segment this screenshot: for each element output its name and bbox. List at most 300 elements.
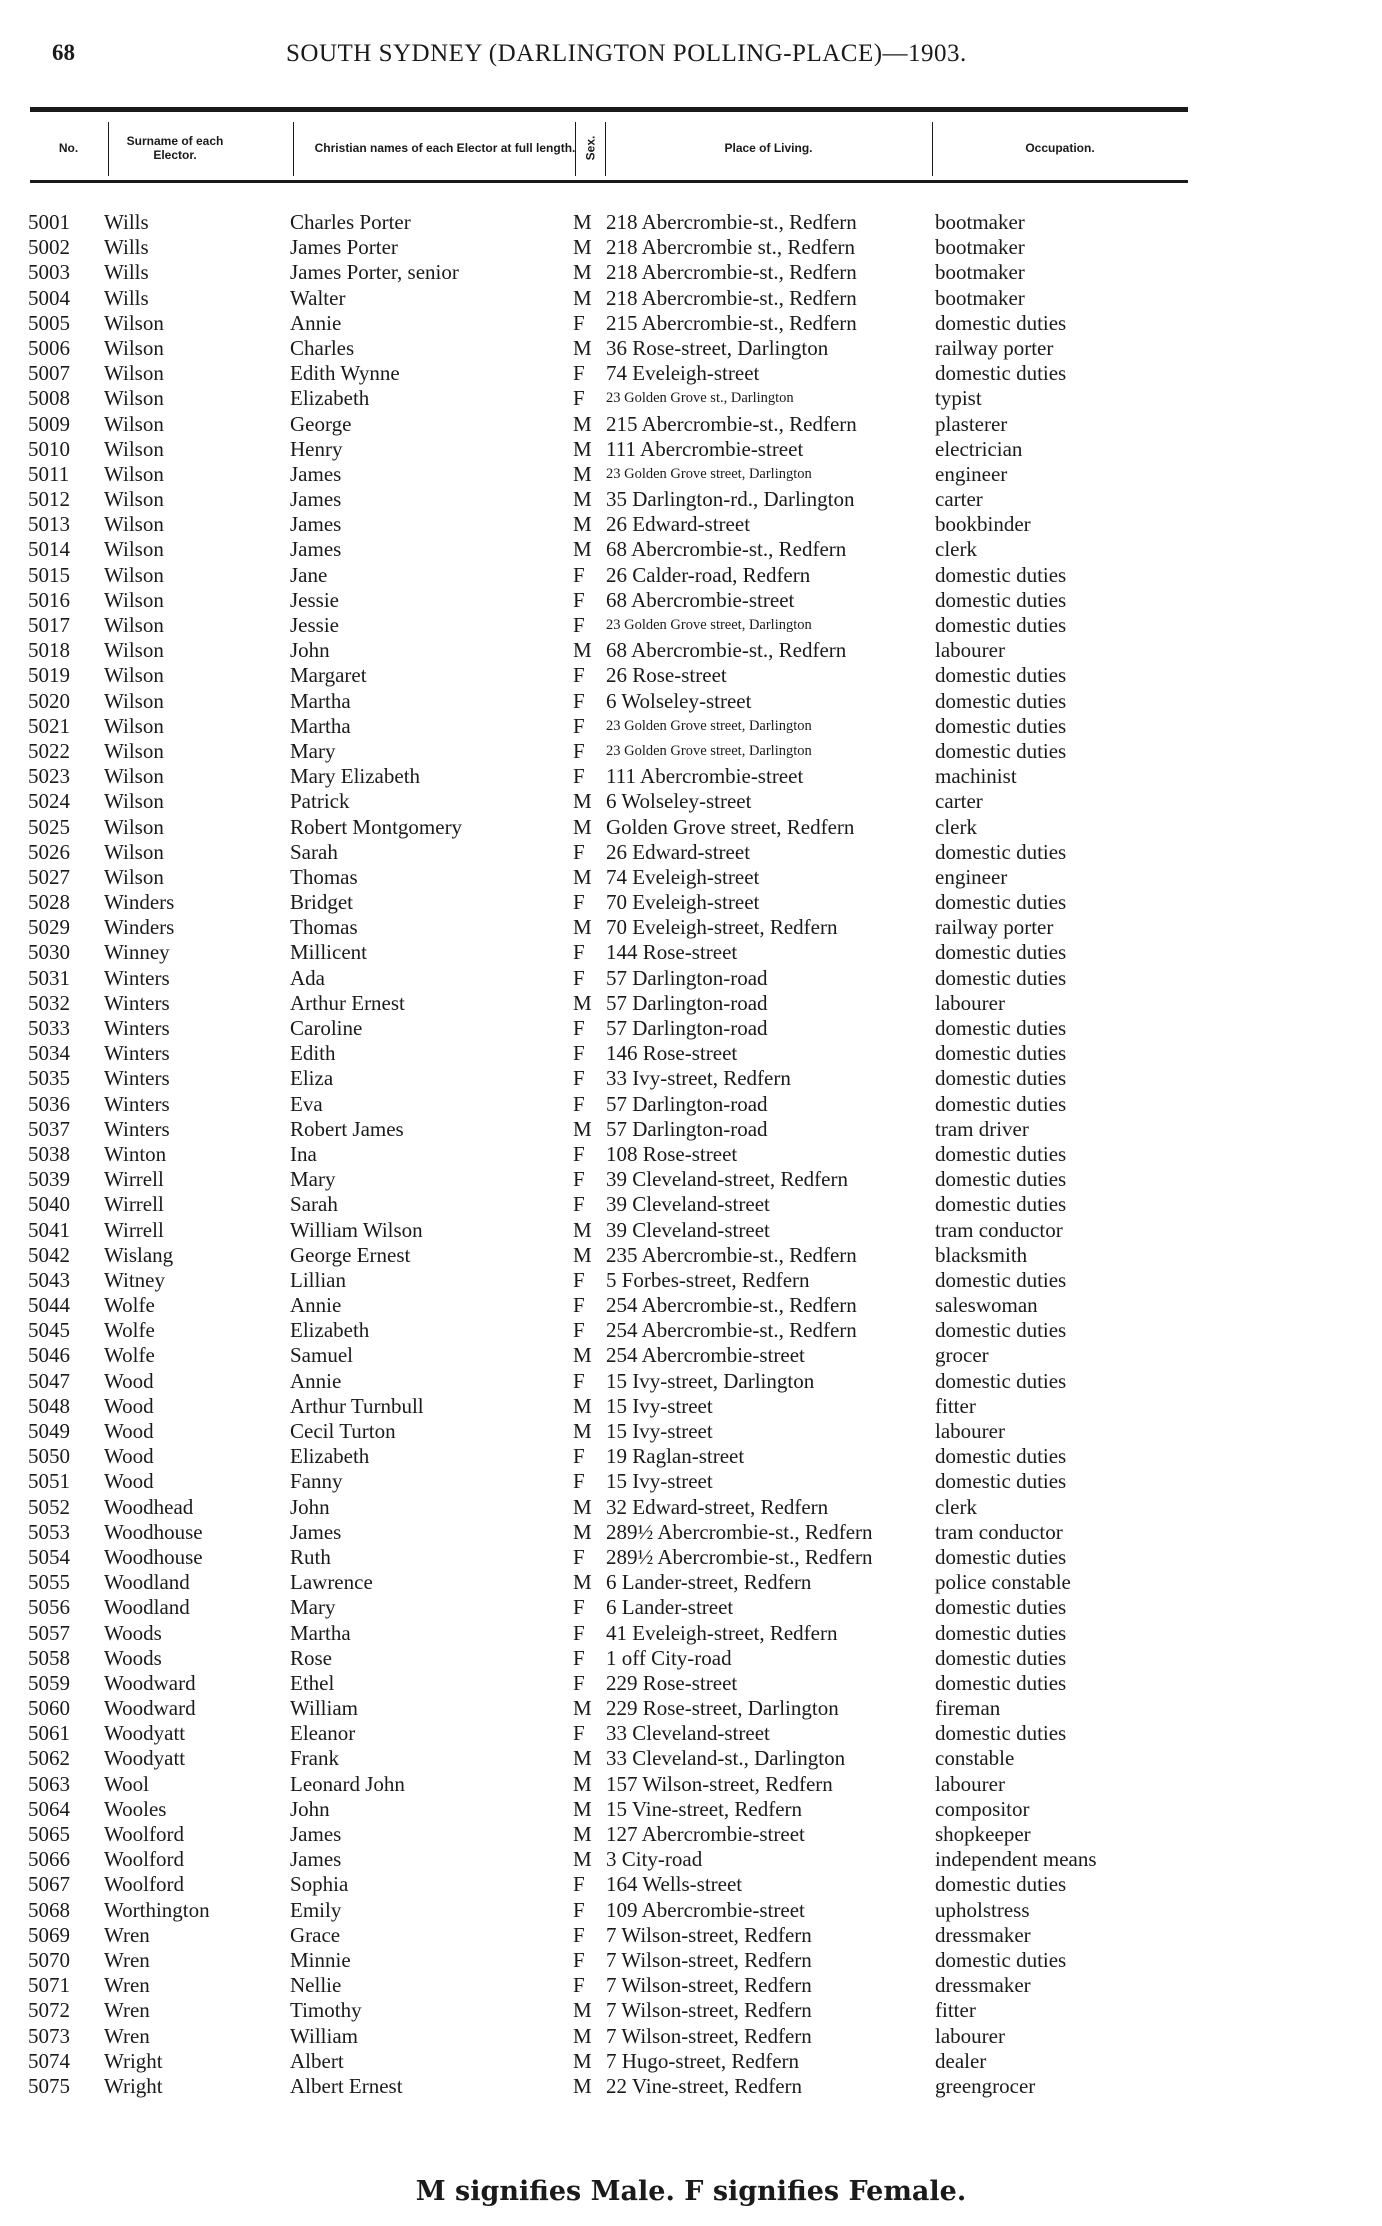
elector-place-of-living: 254 Abercrombie-street [606, 1343, 805, 1368]
elector-sex: M [573, 1393, 592, 1418]
elector-place-of-living: 23 Golden Grove street, Darlington [606, 465, 812, 482]
elector-sex: F [573, 1368, 585, 1393]
elector-row [0, 386, 1382, 411]
elector-sex: F [573, 713, 585, 738]
elector-christian-names: John [290, 1796, 330, 1821]
elector-row [0, 940, 1382, 965]
elector-row [0, 714, 1382, 739]
elector-number: 5038 [28, 1141, 70, 1166]
elector-place-of-living: 218 Abercrombie st., Redfern [606, 235, 856, 260]
elector-place-of-living: 39 Cleveland-street, Redfern [606, 1167, 848, 1192]
elector-place-of-living: 289½ Abercrombie-st., Redfern [606, 1544, 873, 1569]
elector-surname: Wilson [104, 638, 164, 663]
elector-christian-names: Nellie [290, 1973, 342, 1998]
elector-row [0, 537, 1382, 562]
elector-number: 5030 [28, 940, 70, 965]
elector-number: 5001 [28, 210, 70, 234]
elector-surname: Woolford [104, 1872, 184, 1897]
elector-surname: Wislang [104, 1242, 174, 1267]
elector-place-of-living: 70 Eveleigh-street, Redfern [606, 915, 838, 940]
elector-surname: Wirrell [104, 1217, 164, 1242]
elector-list [0, 210, 1382, 2099]
elector-place-of-living: 1 off City-road [606, 1645, 732, 1670]
elector-number: 5021 [28, 713, 70, 738]
elector-number: 5027 [28, 864, 70, 889]
elector-place-of-living: 74 Eveleigh-street [606, 864, 760, 889]
elector-number: 5013 [28, 512, 70, 537]
elector-occupation: independent means [935, 1847, 1097, 1872]
elector-christian-names: William [290, 2023, 358, 2048]
elector-number: 5039 [28, 1167, 70, 1192]
elector-sex: M [573, 335, 592, 360]
elector-occupation: shopkeeper [935, 1822, 1031, 1846]
elector-surname: Wilson [104, 587, 164, 612]
elector-place-of-living: 218 Abercrombie-st., Redfern [606, 260, 857, 285]
elector-occupation: domestic duties [935, 1267, 1067, 1292]
elector-christian-names: Sophia [290, 1872, 349, 1897]
elector-christian-names: William [290, 1696, 358, 1721]
elector-row [0, 1872, 1382, 1897]
elector-number: 5002 [28, 235, 70, 260]
elector-number: 5034 [28, 1041, 70, 1066]
elector-row [0, 1066, 1382, 1091]
elector-sex: F [573, 613, 585, 637]
elector-sex: F [573, 1293, 585, 1318]
elector-occupation: clerk [935, 1494, 977, 1519]
elector-sex: M [573, 864, 592, 889]
elector-sex: F [573, 562, 585, 587]
elector-sex: F [573, 1444, 585, 1469]
elector-occupation: carter [935, 789, 983, 814]
elector-christian-names: Walter [290, 285, 346, 310]
elector-place-of-living: 109 Abercrombie-street [606, 1897, 805, 1922]
elector-place-of-living: 57 Darlington-road [606, 1116, 768, 1141]
elector-surname: Winney [104, 940, 170, 965]
elector-occupation: domestic duties [935, 1947, 1067, 1972]
elector-place-of-living: 111 Abercrombie-street [606, 764, 804, 789]
elector-surname: Winters [104, 1091, 170, 1116]
elector-place-of-living: 39 Cleveland-street [606, 1192, 770, 1217]
elector-number: 5074 [28, 2048, 70, 2073]
elector-place-of-living: 32 Edward-street, Redfern [606, 1494, 829, 1519]
elector-row [0, 1142, 1382, 1167]
elector-place-of-living: 146 Rose-street [606, 1041, 738, 1066]
elector-number: 5062 [28, 1746, 70, 1771]
elector-row [0, 2074, 1382, 2099]
elector-surname: Wilson [104, 335, 164, 360]
elector-christian-names: Ruth [290, 1544, 331, 1569]
elector-place-of-living: 57 Darlington-road [606, 1016, 768, 1040]
sex-legend: M signifies Male. F signifies Female. [415, 2176, 967, 2207]
elector-christian-names: Frank [290, 1746, 339, 1771]
elector-surname: Wolfe [104, 1343, 155, 1368]
elector-place-of-living: 23 Golden Grove street, Darlington [606, 617, 812, 633]
elector-row [0, 1218, 1382, 1243]
elector-occupation: domestic duties [935, 1368, 1067, 1393]
elector-sex: F [573, 1670, 585, 1695]
elector-occupation: railway porter [935, 335, 1054, 360]
elector-sex: F [573, 1973, 585, 1998]
elector-place-of-living: 6 Lander-street, Redfern [606, 1570, 812, 1595]
elector-row [0, 613, 1382, 638]
elector-christian-names: Martha [290, 688, 351, 713]
elector-sex: M [573, 1419, 592, 1443]
elector-christian-names: Thomas [290, 864, 358, 889]
elector-occupation: domestic duties [935, 1141, 1067, 1166]
elector-occupation: fireman [935, 1696, 1001, 1721]
elector-christian-names: Henry [290, 436, 343, 461]
elector-row [0, 1797, 1382, 1822]
elector-row [0, 260, 1382, 285]
elector-place-of-living: 127 Abercrombie-street [606, 1822, 805, 1846]
elector-sex: F [573, 1872, 585, 1897]
elector-occupation: domestic duties [935, 310, 1067, 335]
elector-christian-names: Patrick [290, 789, 350, 814]
elector-row [0, 1041, 1382, 1066]
elector-occupation: bootmaker [935, 260, 1025, 285]
elector-place-of-living: 33 Cleveland-street [606, 1721, 770, 1746]
elector-number: 5014 [28, 537, 70, 562]
elector-christian-names: Leonard John [290, 1771, 405, 1796]
elector-christian-names: Ina [290, 1141, 317, 1166]
elector-sex: M [573, 1519, 592, 1544]
elector-sex: M [573, 210, 592, 234]
column-header-row [30, 107, 1188, 183]
elector-row [0, 311, 1382, 336]
elector-christian-names: Ethel [290, 1670, 335, 1695]
elector-number: 5015 [28, 562, 70, 587]
elector-occupation: domestic duties [935, 1192, 1067, 1217]
elector-place-of-living: 23 Golden Grove street, Darlington [606, 717, 812, 734]
elector-christian-names: Sarah [290, 1192, 338, 1217]
elector-row [0, 1772, 1382, 1797]
elector-row [0, 2024, 1382, 2049]
elector-surname: Wood [104, 1469, 154, 1494]
elector-place-of-living: 229 Rose-street, Darlington [606, 1696, 839, 1721]
elector-surname: Wolfe [104, 1318, 155, 1343]
elector-christian-names: Samuel [290, 1343, 353, 1368]
elector-occupation: domestic duties [935, 562, 1067, 587]
elector-surname: Winters [104, 1016, 170, 1040]
elector-christian-names: James [290, 1847, 342, 1872]
elector-row [0, 764, 1382, 789]
elector-place-of-living: 33 Cleveland-st., Darlington [606, 1746, 846, 1771]
elector-sex: M [573, 915, 592, 940]
elector-number: 5048 [28, 1393, 70, 1418]
elector-place-of-living: 215 Abercrombie-st., Redfern [606, 411, 857, 436]
elector-number: 5003 [28, 260, 70, 285]
elector-occupation: engineer [935, 864, 1008, 889]
elector-row [0, 1898, 1382, 1923]
elector-surname: Wills [104, 260, 149, 285]
elector-surname: Winters [104, 1041, 170, 1066]
elector-surname: Woodyatt [104, 1721, 186, 1746]
elector-row [0, 1016, 1382, 1041]
elector-surname: Wilson [104, 537, 164, 562]
elector-occupation: electrician [935, 436, 1023, 461]
elector-row [0, 815, 1382, 840]
elector-christian-names: Albert [290, 2048, 344, 2073]
elector-occupation: clerk [935, 814, 977, 839]
elector-number: 5005 [28, 310, 70, 335]
elector-sex: M [573, 814, 592, 839]
elector-sex: M [573, 411, 592, 436]
elector-christian-names: Rose [290, 1645, 332, 1670]
elector-occupation: tram conductor [935, 1217, 1063, 1242]
elector-place-of-living: 15 Ivy-street, Darlington [606, 1368, 815, 1393]
elector-occupation: bootmaker [935, 285, 1025, 310]
elector-sex: F [573, 1141, 585, 1166]
elector-row [0, 2049, 1382, 2074]
elector-surname: Wirrell [104, 1192, 164, 1217]
elector-row [0, 915, 1382, 940]
elector-row [0, 1621, 1382, 1646]
elector-number: 5022 [28, 738, 70, 763]
elector-surname: Wilson [104, 361, 164, 386]
elector-sex: F [573, 310, 585, 335]
elector-sex: M [573, 1494, 592, 1519]
elector-place-of-living: 6 Lander-street [606, 1595, 734, 1620]
elector-surname: Woolford [104, 1822, 184, 1846]
elector-row [0, 840, 1382, 865]
elector-place-of-living: 218 Abercrombie-st., Redfern [606, 210, 857, 234]
elector-row [0, 1117, 1382, 1142]
elector-surname: Wilson [104, 764, 164, 789]
elector-place-of-living: 235 Abercrombie-st., Redfern [606, 1242, 857, 1267]
elector-christian-names: James [290, 1519, 342, 1544]
elector-occupation: domestic duties [935, 1318, 1067, 1343]
elector-sex: M [573, 789, 592, 814]
elector-surname: Wills [104, 210, 149, 234]
elector-row [0, 1721, 1382, 1746]
elector-row [0, 1570, 1382, 1595]
elector-place-of-living: 164 Wells-street [606, 1872, 743, 1897]
elector-occupation: domestic duties [935, 663, 1067, 688]
elector-occupation: domestic duties [935, 839, 1067, 864]
elector-number: 5073 [28, 2023, 70, 2048]
elector-sex: F [573, 1267, 585, 1292]
elector-sex: F [573, 1469, 585, 1494]
elector-christian-names: James Porter, senior [290, 260, 459, 285]
elector-sex: F [573, 663, 585, 688]
elector-row [0, 1167, 1382, 1192]
elector-occupation: domestic duties [935, 965, 1067, 990]
elector-place-of-living: 33 Ivy-street, Redfern [606, 1066, 791, 1091]
elector-place-of-living: 289½ Abercrombie-st., Redfern [606, 1519, 873, 1544]
elector-row [0, 1998, 1382, 2023]
elector-christian-names: Edith [290, 1041, 336, 1066]
elector-row [0, 361, 1382, 386]
elector-occupation: domestic duties [935, 1167, 1067, 1192]
elector-surname: Wren [104, 1973, 150, 1998]
elector-number: 5037 [28, 1116, 70, 1141]
elector-number: 5016 [28, 587, 70, 612]
elector-place-of-living: 6 Wolseley-street [606, 789, 752, 814]
elector-occupation: labourer [935, 638, 1005, 663]
elector-surname: Woolford [104, 1847, 184, 1872]
elector-christian-names: Robert James [290, 1116, 404, 1141]
elector-christian-names: Timothy [290, 1998, 362, 2023]
elector-surname: Woods [104, 1620, 162, 1645]
elector-row [0, 966, 1382, 991]
elector-number: 5026 [28, 839, 70, 864]
header-christian-names: Christian names of each Elector at full length. [314, 141, 576, 155]
elector-christian-names: Albert Ernest [290, 2073, 403, 2098]
elector-sex: M [573, 1242, 592, 1267]
elector-sex: M [573, 487, 592, 512]
elector-place-of-living: 26 Calder-road, Redfern [606, 562, 811, 587]
elector-row [0, 1923, 1382, 1948]
elector-sex: M [573, 2073, 592, 2098]
elector-sex: F [573, 1544, 585, 1569]
elector-occupation: domestic duties [935, 1544, 1067, 1569]
page-number: 68 [52, 40, 75, 65]
elector-christian-names: Mary [290, 738, 336, 763]
elector-sex: M [573, 1746, 592, 1771]
elector-place-of-living: 254 Abercrombie-st., Redfern [606, 1318, 857, 1343]
elector-place-of-living: 26 Edward-street [606, 512, 751, 537]
elector-christian-names: Lawrence [290, 1570, 373, 1595]
elector-christian-names: Jane [290, 562, 328, 587]
elector-christian-names: Annie [290, 310, 342, 335]
elector-sex: F [573, 1947, 585, 1972]
elector-place-of-living: 70 Eveleigh-street [606, 890, 760, 915]
elector-surname: Wilson [104, 613, 164, 637]
elector-place-of-living: Golden Grove street, Redfern [606, 814, 855, 839]
elector-surname: Wilson [104, 411, 164, 436]
column-divider [108, 122, 109, 176]
elector-number: 5059 [28, 1670, 70, 1695]
elector-place-of-living: 36 Rose-street, Darlington [606, 335, 829, 360]
elector-row [0, 1671, 1382, 1696]
elector-christian-names: James [290, 537, 342, 562]
header-no: No. [58, 141, 79, 155]
elector-sex: F [573, 1318, 585, 1343]
elector-row [0, 462, 1382, 487]
elector-place-of-living: 3 City-road [606, 1847, 703, 1872]
elector-place-of-living: 57 Darlington-road [606, 990, 768, 1015]
elector-occupation: dealer [935, 2048, 987, 2073]
elector-row [0, 689, 1382, 714]
elector-place-of-living: 23 Golden Grove street, Darlington [606, 742, 812, 759]
elector-occupation: blacksmith [935, 1242, 1028, 1267]
elector-sex: F [573, 1645, 585, 1670]
elector-number: 5051 [28, 1469, 70, 1494]
elector-occupation: tram conductor [935, 1519, 1063, 1544]
elector-occupation: grocer [935, 1343, 989, 1368]
elector-christian-names: James [290, 461, 342, 486]
elector-sex: F [573, 1595, 585, 1620]
elector-christian-names: Elizabeth [290, 1444, 370, 1469]
elector-row [0, 1343, 1382, 1368]
elector-occupation: railway porter [935, 915, 1054, 940]
elector-place-of-living: 74 Eveleigh-street [606, 361, 760, 386]
elector-row [0, 512, 1382, 537]
elector-occupation: domestic duties [935, 738, 1067, 763]
elector-occupation: domestic duties [935, 1016, 1067, 1040]
elector-surname: Woodhouse [104, 1544, 203, 1569]
elector-place-of-living: 215 Abercrombie-st., Redfern [606, 310, 857, 335]
elector-surname: Woodhouse [104, 1519, 203, 1544]
elector-place-of-living: 15 Vine-street, Redfern [606, 1796, 803, 1821]
elector-christian-names: Eleanor [290, 1721, 356, 1746]
elector-row [0, 1369, 1382, 1394]
header-surname: Surname of each Elector. [126, 134, 224, 162]
elector-sex: M [573, 638, 592, 663]
elector-christian-names: George Ernest [290, 1242, 411, 1267]
elector-place-of-living: 218 Abercrombie-st., Redfern [606, 285, 857, 310]
elector-christian-names: Caroline [290, 1016, 363, 1040]
elector-row [0, 1293, 1382, 1318]
elector-number: 5066 [28, 1847, 70, 1872]
elector-christian-names: Sarah [290, 839, 338, 864]
elector-row [0, 1520, 1382, 1545]
elector-surname: Woodward [104, 1696, 196, 1721]
elector-sex: F [573, 587, 585, 612]
elector-occupation: compositor [935, 1796, 1030, 1821]
elector-place-of-living: 15 Ivy-street [606, 1469, 713, 1494]
elector-sex: F [573, 1192, 585, 1217]
elector-row [0, 1495, 1382, 1520]
elector-surname: Woodhead [104, 1494, 194, 1519]
elector-surname: Wood [104, 1393, 154, 1418]
elector-place-of-living: 68 Abercrombie-street [606, 587, 795, 612]
elector-surname: Wren [104, 1998, 150, 2023]
elector-number: 5044 [28, 1293, 70, 1318]
elector-christian-names: Elizabeth [290, 386, 370, 411]
elector-sex: F [573, 764, 585, 789]
elector-occupation: domestic duties [935, 940, 1067, 965]
elector-place-of-living: 26 Rose-street [606, 663, 727, 688]
elector-occupation: fitter [935, 1998, 976, 2023]
elector-surname: Winters [104, 990, 170, 1015]
elector-christian-names: Eva [290, 1091, 323, 1116]
elector-sex: M [573, 2023, 592, 2048]
elector-place-of-living: 7 Wilson-street, Redfern [606, 2023, 812, 2048]
elector-number: 5069 [28, 1922, 70, 1947]
elector-occupation: domestic duties [935, 1620, 1067, 1645]
elector-row [0, 1595, 1382, 1620]
elector-row [0, 487, 1382, 512]
elector-christian-names: James [290, 512, 342, 537]
elector-occupation: constable [935, 1746, 1015, 1771]
elector-sex: F [573, 361, 585, 386]
elector-row [0, 1192, 1382, 1217]
elector-sex: F [573, 738, 585, 763]
elector-surname: Wilson [104, 814, 164, 839]
elector-number: 5057 [28, 1620, 70, 1645]
elector-christian-names: Ada [290, 965, 325, 990]
elector-row [0, 1394, 1382, 1419]
header-sex-label: Sex. [583, 135, 597, 161]
elector-row [0, 412, 1382, 437]
elector-occupation: labourer [935, 2023, 1005, 2048]
elector-surname: Wood [104, 1419, 154, 1443]
header-place: Place of Living. [724, 141, 813, 155]
elector-christian-names: James [290, 487, 342, 512]
elector-place-of-living: 57 Darlington-road [606, 1091, 768, 1116]
elector-number: 5056 [28, 1595, 70, 1620]
elector-surname: Wool [104, 1771, 149, 1796]
elector-number: 5054 [28, 1544, 70, 1569]
elector-sex: M [573, 1217, 592, 1242]
elector-row [0, 588, 1382, 613]
elector-occupation: tram driver [935, 1116, 1029, 1141]
elector-sex: M [573, 1570, 592, 1595]
elector-surname: Wilson [104, 461, 164, 486]
elector-surname: Woodyatt [104, 1746, 186, 1771]
elector-surname: Winters [104, 965, 170, 990]
